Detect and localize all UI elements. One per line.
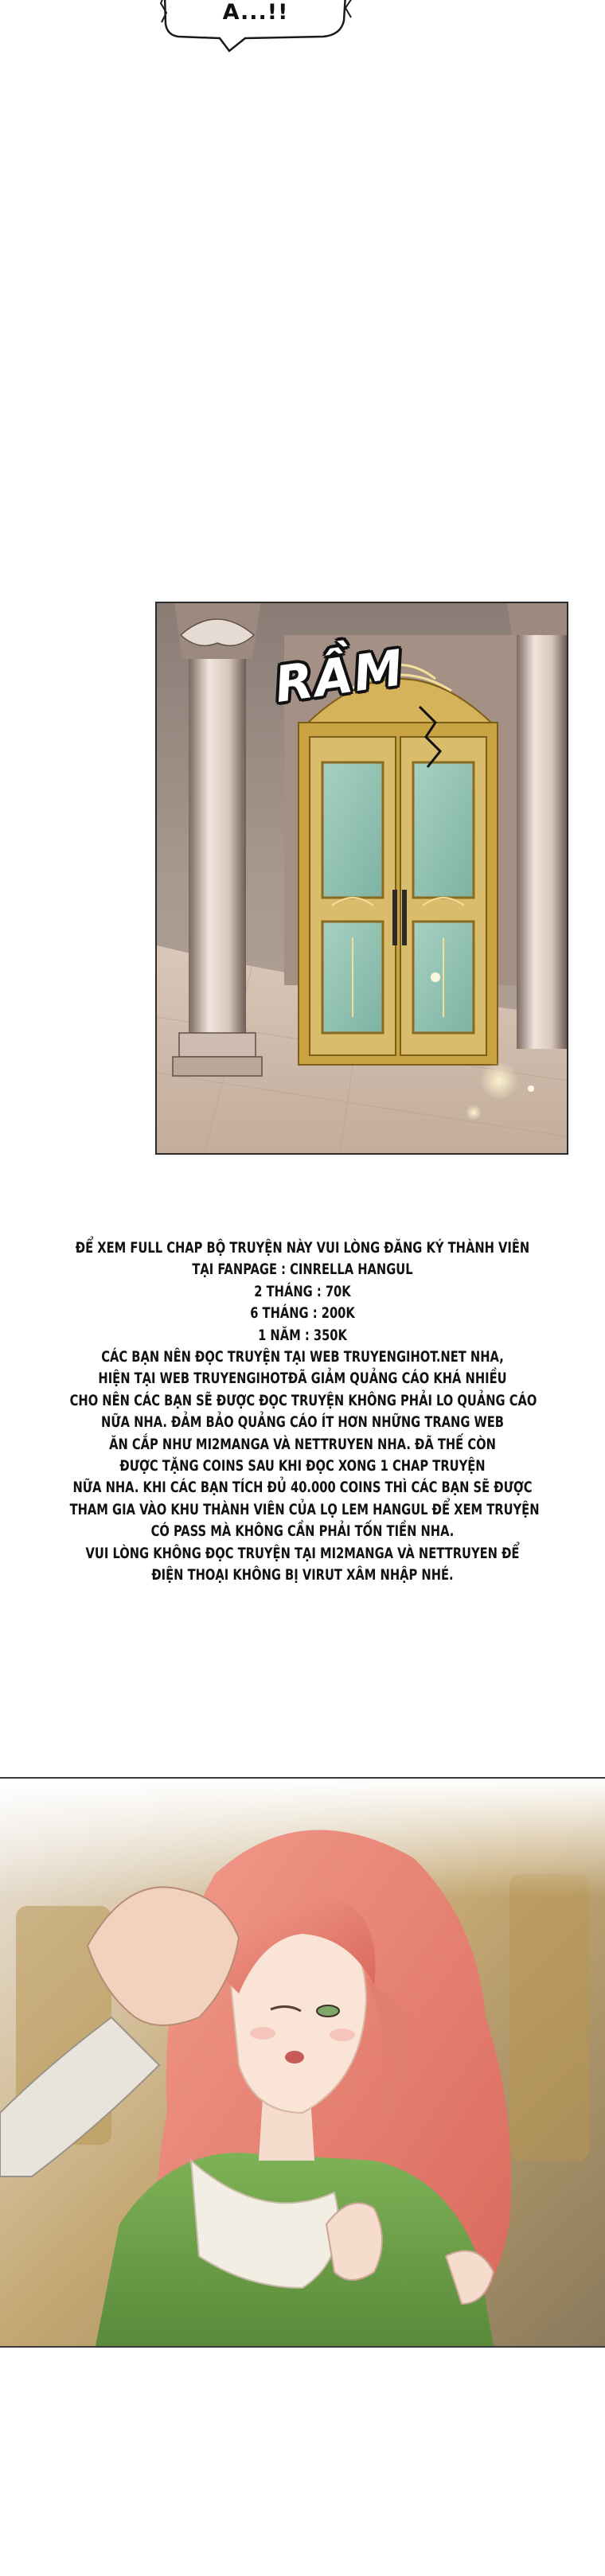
notice-line: 1 NĂM : 350K: [258, 1326, 347, 1344]
speech-bubble-text: A...!!: [222, 0, 289, 25]
notice-line: NỮA NHA. ĐẢM BẢO QUẢNG CÁO ÍT HƠN NHỮNG TRANG WEB: [101, 1413, 504, 1432]
notice-line: ĂN CẮP NHƯ MI2MANGA VÀ NETTRUYEN NHA. ĐÃ THẾ CÒN: [109, 1435, 496, 1453]
notice-line: 2 THÁNG : 70K: [254, 1282, 351, 1300]
panel-red-haired-woman: [0, 1777, 605, 2348]
notice-line: CHO NÊN CÁC BẠN SẼ ĐƯỢC ĐỌC TRUYỆN KHÔNG PHẢI LO QUẢNG CÁO: [69, 1391, 537, 1409]
notice-line: NỮA NHA. KHI CÁC BẠN TÍCH ĐỦ 40.000 COINS THÌ CÁC BẠN SẼ ĐƯỢC: [72, 1479, 533, 1497]
notice-line: 6 THÁNG : 200K: [250, 1304, 355, 1323]
notice-line: ĐỂ XEM FULL CHAP BỘ TRUYỆN NÀY VUI LÒNG ĐĂNG KÝ THÀNH VIÊN: [75, 1239, 530, 1257]
panel-palace-door: [155, 602, 568, 1155]
notice-line: VUI LÒNG KHÔNG ĐỌC TRUYỆN TẠI MI2MANGA VÀ NETTRUYEN ĐỂ: [85, 1544, 520, 1562]
notice-line: CÓ PASS MÀ KHÔNG CẦN PHẢI TỐN TIỀN NHA.: [150, 1522, 455, 1541]
translator-notice: [69, 1237, 540, 1587]
notice-line: CÁC BẠN NÊN ĐỌC TRUYỆN TẠI WEB TRUYENGIHOT.NET NHA,: [101, 1348, 504, 1366]
woman-illustration: [0, 1779, 605, 2346]
notice-line: ĐIỆN THOẠI KHÔNG BỊ VIRUT XÂM NHẬP NHÉ.: [151, 1566, 454, 1584]
notice-line: THAM GIA VÀO KHU THÀNH VIÊN CỦA LỌ LEM HANGUL ĐỂ XEM TRUYỆN: [69, 1500, 540, 1518]
notice-line: ĐƯỢC TẶNG COINS SAU KHI ĐỌC XONG 1 CHAP TRUYỆN: [119, 1457, 486, 1475]
notice-line: HIỆN TẠI WEB TRUYENGIHOTĐÃ GIẢM QUẢNG CÁO KHÁ NHIỀU: [98, 1370, 507, 1388]
sound-effect-text: RẦM: [271, 637, 408, 715]
notice-line: TẠI FANPAGE : CINRELLA HANGUL: [192, 1261, 413, 1279]
speech-bubble: [156, 0, 355, 78]
